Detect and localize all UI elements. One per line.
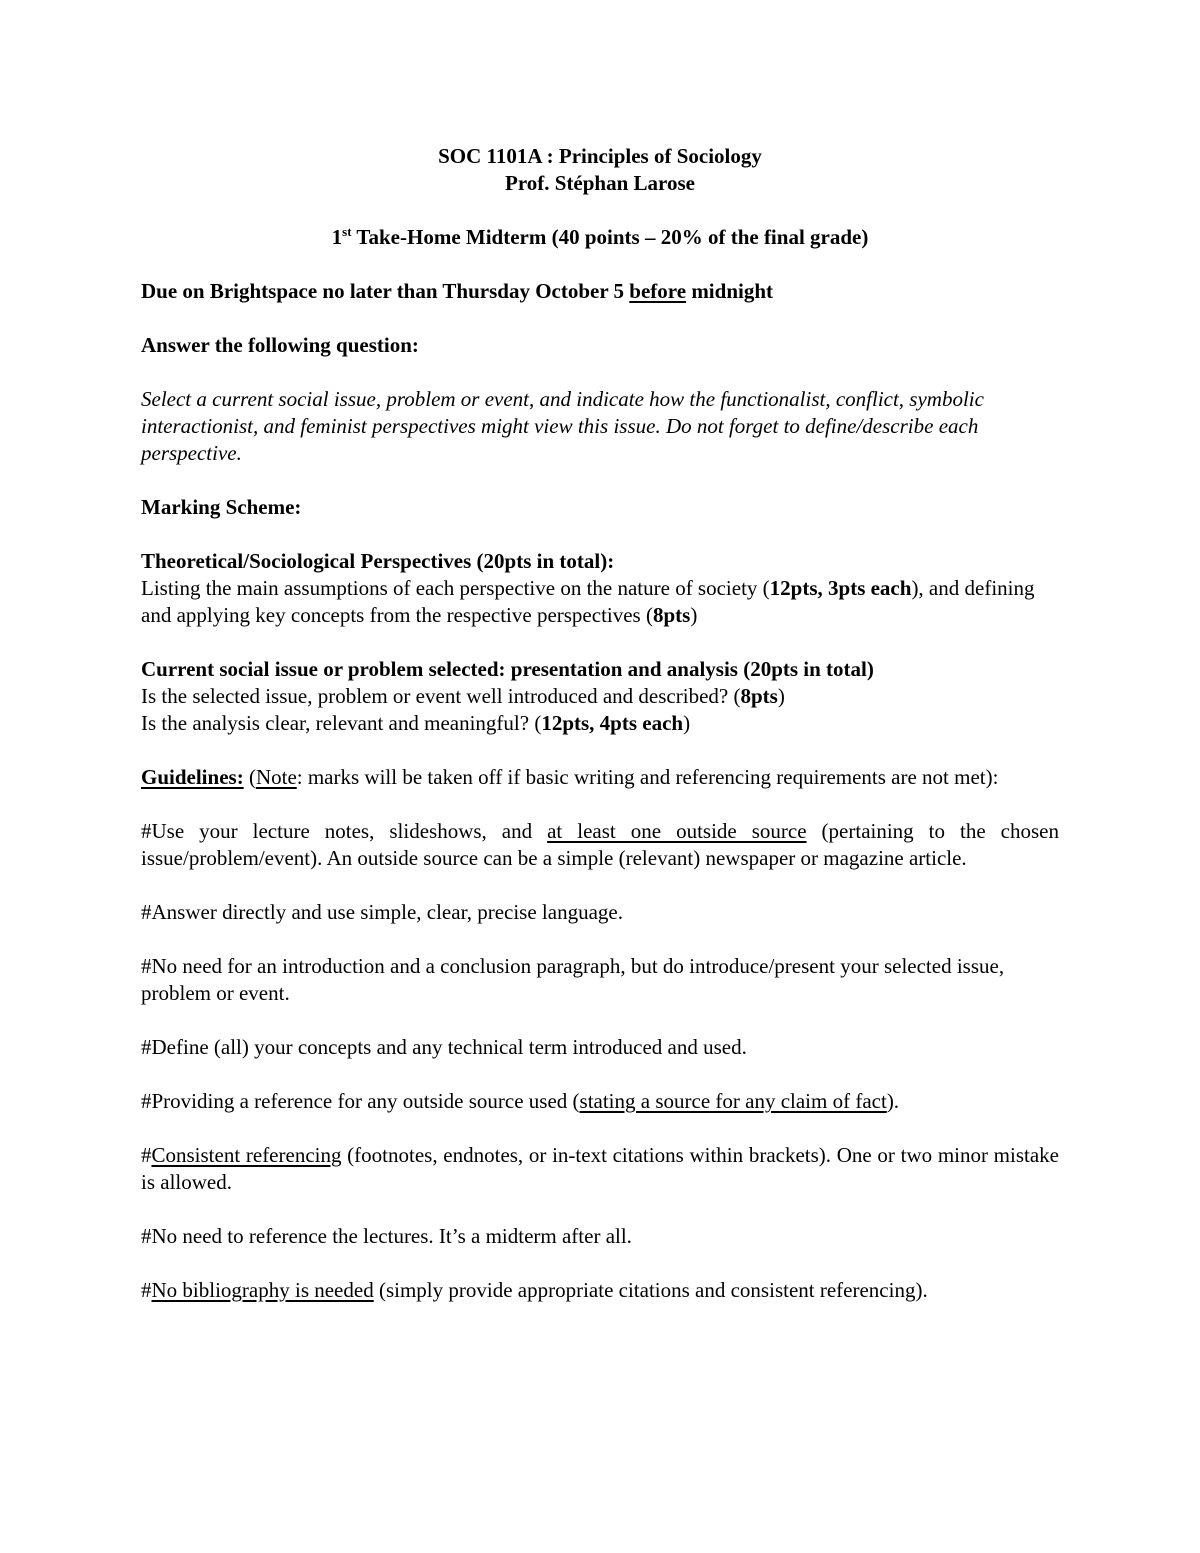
professor-name: Prof. Stéphan Larose (505, 171, 695, 195)
midterm-ordinal: st (342, 224, 352, 239)
section2-q1-close: ) (777, 684, 785, 708)
section1-text (141, 575, 1059, 629)
section2-question-1 (141, 683, 1059, 710)
guideline-6-hash: # (141, 1143, 152, 1167)
due-text: Due on Brightspace no later than Thursday October 5 (141, 279, 630, 303)
section2-heading: Current social issue or problem selected: presentation and analysis (20pts in total) (141, 657, 874, 681)
guideline-6-rest: (footnotes, endnotes, or in-text citations within brackets). One or two minor mistake is allowed. (141, 1143, 1060, 1194)
guideline-8-emphasis: No bibliography is needed (151, 1278, 374, 1302)
marking-heading: Marking Scheme: (141, 495, 302, 519)
guideline-6 (141, 1142, 1059, 1196)
midterm-number: 1 (331, 225, 343, 249)
document-body (141, 143, 1059, 1304)
due-date (141, 278, 1059, 305)
section2-question-2 (141, 710, 1059, 737)
note-open: ( (243, 765, 256, 789)
guidelines-intro (141, 764, 1059, 791)
section2-q1-text: Is the selected issue, problem or event well introduced and described? ( (141, 684, 741, 708)
guideline-8 (141, 1277, 1059, 1304)
section1-part-a: Listing the main assumptions of each perspective on the nature of society ( (141, 576, 770, 600)
section2-q2-text: Is the analysis clear, relevant and meaningful? ( (141, 711, 542, 735)
guideline-8-rest: (simply provide appropriate citations and consistent referencing). (373, 1278, 928, 1302)
midterm-details: Take-Home Midterm (40 points – 20% of the final grade) (351, 225, 869, 249)
guideline-1 (141, 818, 1059, 872)
section2-q2-points: 12pts, 4pts each (541, 711, 684, 735)
guidelines-heading: Guidelines: (141, 765, 244, 789)
guideline-8-hash: # (141, 1278, 152, 1302)
question-text: Select a current social issue, problem or event, and indicate how the functionalist, conflict, symbolic interactionist, and feminist perspectives might view this issue. Do not forget to define/describe each perspective. (141, 387, 984, 465)
guideline-5-emphasis: stating a source for any claim of fact (579, 1089, 887, 1113)
due-emphasis: before (629, 279, 687, 303)
section1-points-a: 12pts, 3pts each (769, 576, 912, 600)
note-label: Note (255, 765, 297, 789)
guideline-5-rest: ). (886, 1089, 900, 1113)
section1-part-c: ) (690, 603, 698, 627)
due-suffix: midnight (686, 279, 774, 303)
guideline-6-emphasis: Consistent referencing (151, 1143, 342, 1167)
section1-points-b: 8pts (652, 603, 691, 627)
section1-heading: Theoretical/Sociological Perspectives (20pts in total): (141, 549, 615, 573)
guideline-1-emphasis: at least one outside source (547, 819, 807, 843)
section2-q2-close: ) (683, 711, 691, 735)
section2-q1-points: 8pts (740, 684, 778, 708)
guideline-5 (141, 1088, 1059, 1115)
midterm-title (141, 224, 1059, 251)
note-text: : marks will be taken off if basic writing and referencing requirements are not met): (296, 765, 999, 789)
guideline-7: #No need to reference the lectures. It’s a midterm after all. (141, 1224, 632, 1248)
guideline-1-text: #Use your lecture notes, slideshows, and (141, 819, 548, 843)
guideline-4: #Define (all) your concepts and any technical term introduced and used. (141, 1035, 747, 1059)
guideline-1-rest: (pertaining to the chosen issue/problem/event). An outside source can be a simple (relevant) newspaper or magazine article. (141, 819, 1059, 870)
guideline-2: #Answer directly and use simple, clear, precise language. (141, 900, 623, 924)
guideline-3: #No need for an introduction and a conclusion paragraph, but do introduce/present your selected issue, problem or event. (141, 954, 1005, 1005)
section1-part-b: ), and defining and applying key concepts from the respective perspectives ( (141, 576, 1035, 627)
course-title: SOC 1101A : Principles of Sociology (438, 144, 762, 168)
question-heading: Answer the following question: (141, 333, 419, 357)
guideline-5-text: #Providing a reference for any outside source used ( (141, 1089, 580, 1113)
